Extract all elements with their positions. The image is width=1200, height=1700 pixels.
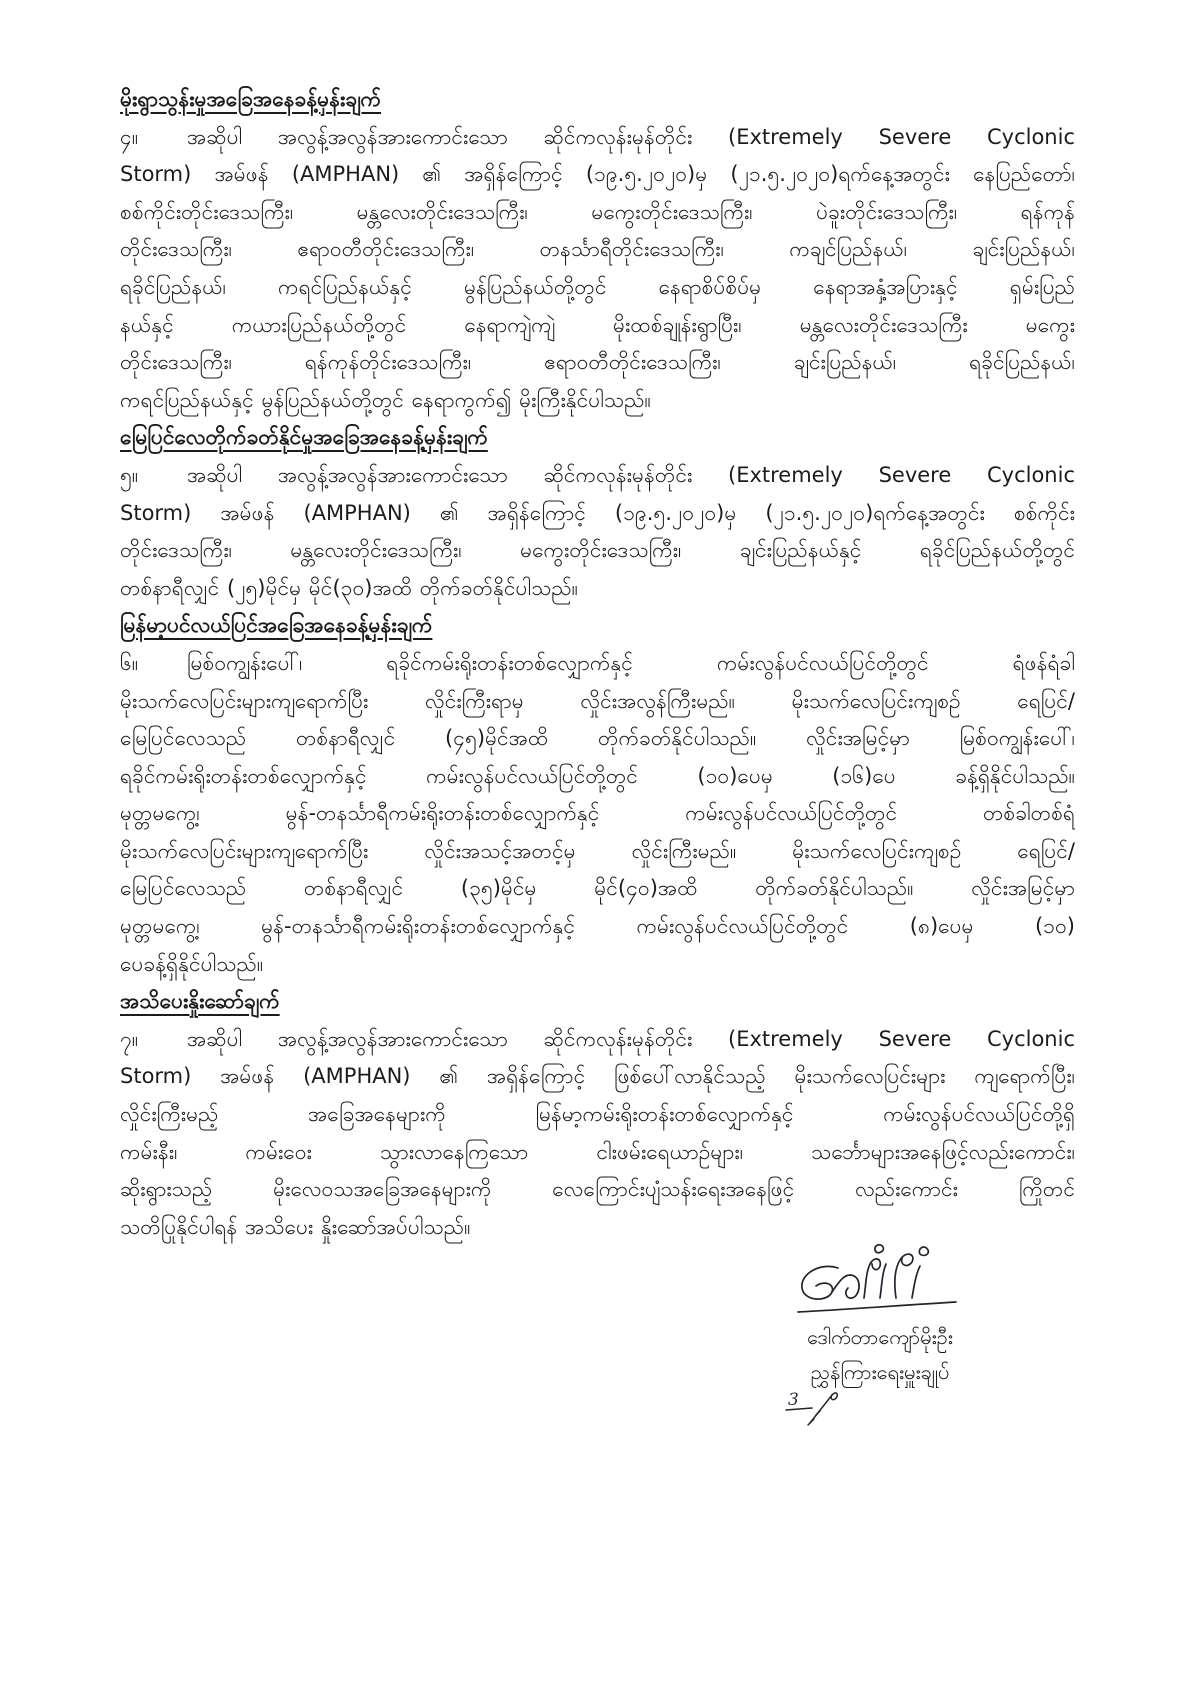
section-heading-text: မိုးရွာသွန်းမှုအခြေအနေခန့်မှန်းချက်: [120, 87, 382, 111]
paragraph-line: Storm) အမ်ဖန် (AMPHAN) ၏ အရှိန်ကြောင့် (၁၉.၅.၂၀၂၀)မှ (၂၁.၅.၂၀၂၀)ရက်နေ့အတွင်း စစ်ကိုင်း: [120, 500, 1075, 525]
paragraph-line: မိုးသက်လေပြင်းများကျရောက်ပြီး လှိုင်းကြီးရာမှ လှိုင်းအလွန်ကြီးမည်။ မိုးသက်လေပြင်းကျစဉ် ရေပြင်/: [120, 688, 1075, 713]
paragraph-line: Storm) အမ်ဖန် (AMPHAN) ၏ အရှိန်ကြောင့် ဖြစ်ပေါ်လာနိုင်သည့် မိုးသက်လေပြင်းများ ကျရောက်ပြီး၊: [120, 1064, 1075, 1089]
section-rainfall-forecast: [120, 81, 1075, 419]
signatory-name: ဒေါက်တာကျော်မိုးဦး: [807, 1325, 953, 1349]
section-heading: [120, 983, 1075, 1021]
pen-scribble-icon: [780, 1385, 850, 1430]
paragraph-number: ၆။: [120, 650, 139, 675]
paragraph-line: တိုင်းဒေသကြီး၊ မန္တလေးတိုင်းဒေသကြီး၊ မကွေးတိုင်းဒေသကြီး၊ ချင်းပြည်နယ်နှင့် ရခိုင်ပြည်နယ်တို့တွင်: [120, 538, 1075, 563]
paragraph-line: တိုင်းဒေသကြီး၊ ရန်ကုန်တိုင်းဒေသကြီး၊ ဧရာဝတီတိုင်းဒေသကြီး၊ ချင်းပြည်နယ်၊ ရခိုင်ပြည်နယ်၊: [120, 350, 1075, 375]
paragraph-number: ၅။: [120, 462, 139, 487]
paragraph-line: ကရင်ပြည်နယ်နှင့် မွန်ပြည်နယ်တို့တွင် နေရာကွက်၍ မိုးကြီးနိုင်ပါသည်။: [120, 387, 651, 412]
paragraph-line: လှိုင်းကြီးမည့် အခြေအနေများကို မြန်မာ့ကမ်းရိုးတန်းတစ်လျှောက်နှင့် ကမ်းလွန်ပင်လယ်ပြင်တို့ရှိ: [120, 1102, 1075, 1127]
paragraph: [120, 1021, 1075, 1247]
paragraph-line: [120, 645, 1075, 683]
section-heading-text: အသိပေးနှိုးဆော်ချက်: [120, 989, 280, 1014]
paragraph-line: မုတ္တမကွေ့၊ မွန်-တနင်္သာရီကမ်းရိုးတန်းတစ်လျှောက်နှင့် ကမ်းလွန်ပင်လယ်ပြင်တို့တွင် (၈)ပေမှ (၁၀): [120, 914, 1075, 939]
paragraph-line: ကမ်းနီး၊ ကမ်းဝေး သွားလာနေကြသော ငါးဖမ်းရေယာဉ်များ၊ သင်္ဘောများအနေဖြင့်လည်းကောင်း၊: [120, 1139, 1075, 1164]
section-heading: [120, 419, 1075, 457]
paragraph-number: ၄။: [120, 124, 139, 149]
handwritten-initial-mark: 3: [788, 1390, 799, 1410]
paragraph-line: Storm) အမ်ဖန် (AMPHAN) ၏ အရှိန်ကြောင့် (၁၉.၅.၂၀၂၀)မှ (၂၁.၅.၂၀၂၀)ရက်နေ့အတွင်း နေပြည်တော်၊: [120, 162, 1075, 187]
paragraph-line: သတိပြုနိုင်ပါရန် အသိပေး နှိုးဆော်အပ်ပါသည်။: [120, 1214, 471, 1239]
paragraph-line: တစ်နာရီလျှင် (၂၅)မိုင်မှ မိုင်(၃၀)အထိ တိုက်ခတ်နိုင်ပါသည်။: [120, 575, 579, 600]
paragraph-line: မုတ္တမကွေ့၊ မွန်-တနင်္သာရီကမ်းရိုးတန်းတစ်လျှောက်နှင့် ကမ်းလွန်ပင်လယ်ပြင်တို့တွင် တစ်ခါတစ်ရံ: [120, 801, 1075, 826]
paragraph-line: [120, 119, 1075, 157]
paragraph-line: မြေပြင်လေသည် တစ်နာရီလျှင် (၄၅)မိုင်အထိ တိုက်ခတ်နိုင်ပါသည်။ လှိုင်းအမြင့်မှာ မြစ်ဝကျွန်းပေါ်၊: [120, 726, 1075, 751]
paragraph: [120, 457, 1075, 607]
paragraph-line-text: မြစ်ဝကျွန်းပေါ်၊ ရခိုင်ကမ်းရိုးတန်းတစ်လျှောက်နှင့် ကမ်းလွန်ပင်လယ်ပြင်တို့တွင် ရံဖန်ရံခါ: [187, 650, 1075, 675]
section-heading: [120, 607, 1075, 645]
signature-block: [780, 1240, 980, 1440]
paragraph-line: [120, 1021, 1075, 1059]
paragraph-line-text: အဆိုပါ အလွန့်အလွန်အားကောင်းသော ဆိုင်ကလုန်းမုန်တိုင်း (Extremely Severe Cyclonic: [187, 124, 1075, 149]
paragraph-line: နယ်နှင့် ကယားပြည်နယ်တို့တွင် နေရာကျဲကျဲ မိုးထစ်ချုန်းရွာပြီး၊ မန္တလေးတိုင်းဒေသကြီး မကွေး: [120, 312, 1075, 337]
paragraph-line: စစ်ကိုင်းတိုင်းဒေသကြီး၊ မန္တလေးတိုင်းဒေသကြီး၊ မကွေးတိုင်းဒေသကြီး၊ ပဲခူးတိုင်းဒေသကြီး၊ ရန်ကုန်: [120, 199, 1075, 224]
paragraph-line: ရခိုင်ကမ်းရိုးတန်းတစ်လျှောက်နှင့် ကမ်းလွန်ပင်လယ်ပြင်တို့တွင် (၁၀)ပေမှ (၁၆)ပေ ခန့်ရှိနိုင်ပါသည်။: [120, 763, 1075, 788]
paragraph-line: ဆိုးရွားသည့် မိုးလေဝသအခြေအနေများကို လေကြောင်းပျံသန်းရေးအနေဖြင့် လည်းကောင်း ကြိုတင်: [120, 1177, 1075, 1202]
section-surface-wind-forecast: [120, 419, 1075, 607]
paragraph: [120, 119, 1075, 420]
paragraph-line-text: အဆိုပါ အလွန့်အလွန်အားကောင်းသော ဆိုင်ကလုန်းမုန်တိုင်း (Extremely Severe Cyclonic: [187, 1026, 1075, 1051]
section-sea-condition-forecast: [120, 607, 1075, 983]
paragraph: [120, 645, 1075, 983]
paragraph-line: တိုင်းဒေသကြီး၊ ဧရာဝတီတိုင်းဒေသကြီး၊ တနင်္သာရီတိုင်းဒေသကြီး၊ ကချင်ပြည်နယ်၊ ချင်းပြည်နယ်၊: [120, 237, 1075, 262]
paragraph-line: မြေပြင်လေသည် တစ်နာရီလျှင် (၃၅)မိုင်မှ မိုင်(၄၀)အထိ တိုက်ခတ်နိုင်ပါသည်။ လှိုင်းအမြင့်မှာ: [120, 876, 1075, 901]
section-heading: [120, 81, 1075, 119]
paragraph-line-text: အဆိုပါ အလွန့်အလွန်အားကောင်းသော ဆိုင်ကလုန်းမုန်တိုင်း (Extremely Severe Cyclonic: [187, 462, 1075, 487]
section-advisory: [120, 983, 1075, 1246]
document-body: [120, 81, 1075, 1246]
section-heading-text: မြန်မာ့ပင်လယ်ပြင်အခြေအနေခန့်မှန်းချက်: [120, 613, 433, 638]
paragraph-number: ၇။: [120, 1026, 139, 1051]
paragraph-line: [120, 457, 1075, 495]
paragraph-line: မိုးသက်လေပြင်းများကျရောက်ပြီး လှိုင်းအသင့်အတင့်မှ လှိုင်းကြီးမည်။ မိုးသက်လေပြင်းကျစဉ် ရေပြင်/: [120, 838, 1075, 863]
section-heading-text: မြေပြင်လေတိုက်ခတ်နိုင်မှုအခြေအနေခန့်မှန်းချက်: [120, 425, 488, 450]
handwritten-signature: [780, 1240, 980, 1320]
paragraph-line: ပေခန့်ရှိနိုင်ပါသည်။: [120, 951, 264, 976]
paragraph-line: ရခိုင်ပြည်နယ်၊ ကရင်ပြည်နယ်နှင့် မွန်ပြည်နယ်တို့တွင် နေရာစိပ်စိပ်မှ နေရာအနှံ့အပြားနှင့် ရှမ်းပြည်: [120, 274, 1075, 299]
signatory-title: ညွှန်ကြားရေးမှူးချုပ်: [810, 1360, 950, 1384]
